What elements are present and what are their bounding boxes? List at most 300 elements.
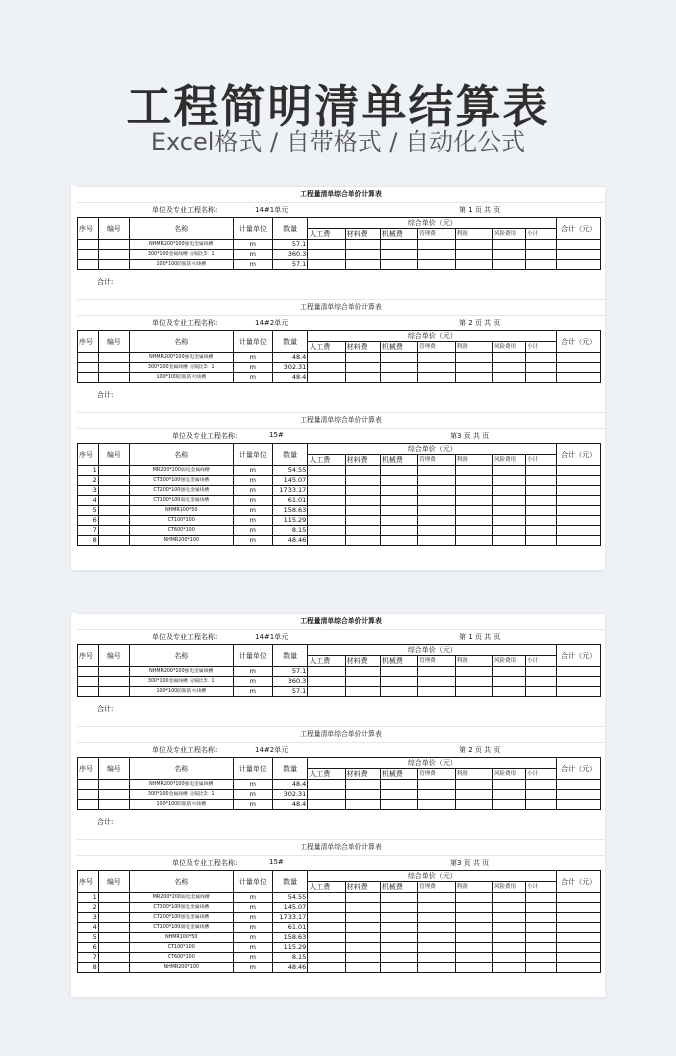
col-profit: 利润 xyxy=(455,342,492,353)
cell-qty: 1733.17 xyxy=(273,913,308,923)
header-row xyxy=(78,218,601,229)
cell-empty xyxy=(492,893,525,903)
cell-empty xyxy=(526,353,557,363)
table-title: 工程量清单综合单价计算表 xyxy=(77,186,605,203)
cell-empty xyxy=(418,506,455,516)
col-name: 名称 xyxy=(129,331,233,353)
col-unit: 计量单位 xyxy=(233,758,272,780)
table-info-row xyxy=(77,316,605,330)
cell-empty xyxy=(526,687,557,697)
cost-table xyxy=(77,757,601,810)
cell-seq xyxy=(78,363,99,373)
cell-empty xyxy=(557,963,601,973)
total-label: 合计: xyxy=(97,818,114,826)
table-row xyxy=(78,496,601,506)
cell-seq xyxy=(78,373,99,383)
cell-code xyxy=(98,373,129,383)
total-row xyxy=(77,810,605,836)
cell-code xyxy=(98,780,129,790)
table-row xyxy=(78,780,601,790)
col-labor: 人工费 xyxy=(308,769,345,780)
col-subtotal: 小计 xyxy=(526,229,557,240)
col-mgmt: 管理费 xyxy=(418,769,455,780)
col-labor: 人工费 xyxy=(308,656,345,667)
cell-empty xyxy=(418,687,455,697)
col-code: 编号 xyxy=(98,218,129,240)
col-labor: 人工费 xyxy=(308,342,345,353)
cell-empty xyxy=(492,240,525,250)
cost-table xyxy=(77,217,601,270)
cell-empty xyxy=(418,353,455,363)
cell-empty xyxy=(418,790,455,800)
cell-seq xyxy=(78,800,99,810)
col-qty: 数量 xyxy=(273,331,308,353)
cell-empty xyxy=(380,486,417,496)
cell-empty xyxy=(492,913,525,923)
cell-empty xyxy=(557,240,601,250)
cell-empty xyxy=(418,903,455,913)
col-machine: 机械费 xyxy=(380,229,417,240)
cell-empty xyxy=(492,800,525,810)
cell-empty xyxy=(380,943,417,953)
cell-code xyxy=(98,687,129,697)
cell-empty xyxy=(492,373,525,383)
cell-empty xyxy=(380,933,417,943)
col-code: 编号 xyxy=(98,871,129,893)
cell-seq: 5 xyxy=(78,933,99,943)
cell-empty xyxy=(380,526,417,536)
cell-code xyxy=(98,240,129,250)
col-profit: 利润 xyxy=(455,455,492,466)
cell-empty xyxy=(380,506,417,516)
cell-unit: m xyxy=(233,790,272,800)
cell-qty: 57.1 xyxy=(273,687,308,697)
cell-seq: 3 xyxy=(78,486,99,496)
cell-code xyxy=(98,943,129,953)
cell-empty xyxy=(526,373,557,383)
cell-empty xyxy=(308,800,345,810)
cell-name: CT100*100弱电金属线槽 xyxy=(129,496,233,506)
unit-value: 14#1单元 xyxy=(255,206,289,214)
cell-empty xyxy=(526,486,557,496)
col-unit: 计量单位 xyxy=(233,218,272,240)
cell-empty xyxy=(418,800,455,810)
cell-empty xyxy=(492,486,525,496)
col-total: 合计（元） xyxy=(557,444,601,466)
spreadsheet-preview xyxy=(71,613,605,997)
cell-empty xyxy=(455,476,492,486)
table-info-row xyxy=(77,429,605,443)
cell-unit: m xyxy=(233,260,272,270)
cell-qty: 145.07 xyxy=(273,903,308,913)
col-machine: 机械费 xyxy=(380,656,417,667)
cell-empty xyxy=(308,353,345,363)
col-mgmt: 管理费 xyxy=(418,882,455,893)
cell-empty xyxy=(418,943,455,953)
cell-qty: 48.4 xyxy=(273,353,308,363)
table-row xyxy=(78,963,601,973)
cell-empty xyxy=(557,536,601,546)
cell-code xyxy=(98,963,129,973)
table-row xyxy=(78,476,601,486)
cell-unit: m xyxy=(233,373,272,383)
cell-seq xyxy=(78,240,99,250)
col-seq: 序号 xyxy=(78,218,99,240)
cell-qty: 48.4 xyxy=(273,780,308,790)
cell-empty xyxy=(455,933,492,943)
cell-empty xyxy=(492,516,525,526)
cell-unit: m xyxy=(233,363,272,373)
table-row xyxy=(78,800,601,810)
cell-empty xyxy=(418,486,455,496)
table-row xyxy=(78,687,601,697)
table-row xyxy=(78,923,601,933)
cell-code xyxy=(98,506,129,516)
cell-empty xyxy=(455,363,492,373)
col-composite-price: 综合单价（元） xyxy=(308,444,557,455)
cell-name: 100*100防胀防火线槽 xyxy=(129,373,233,383)
cell-code xyxy=(98,250,129,260)
cell-empty xyxy=(308,506,345,516)
cell-empty xyxy=(345,667,380,677)
cell-seq: 7 xyxy=(78,953,99,963)
cell-empty xyxy=(308,466,345,476)
cell-empty xyxy=(557,903,601,913)
cell-name: CT300*100强电金属线槽 xyxy=(129,903,233,913)
cell-empty xyxy=(455,373,492,383)
page-label: 第 2 页 共 页 xyxy=(459,746,501,754)
table-row xyxy=(78,943,601,953)
cell-empty xyxy=(492,953,525,963)
cell-unit: m xyxy=(233,526,272,536)
cell-seq: 2 xyxy=(78,903,99,913)
col-subtotal: 小计 xyxy=(526,882,557,893)
col-total: 合计（元） xyxy=(557,645,601,667)
cell-empty xyxy=(345,687,380,697)
cell-empty xyxy=(557,476,601,486)
cell-seq: 6 xyxy=(78,943,99,953)
cell-empty xyxy=(455,526,492,536)
col-composite-price: 综合单价（元） xyxy=(308,331,557,342)
cell-empty xyxy=(345,943,380,953)
cell-empty xyxy=(526,526,557,536)
cell-empty xyxy=(308,486,345,496)
cell-name: 300*100金属线槽 分隔比3：1 xyxy=(129,677,233,687)
cell-seq xyxy=(78,667,99,677)
cell-empty xyxy=(345,953,380,963)
col-code: 编号 xyxy=(98,444,129,466)
col-seq: 序号 xyxy=(78,758,99,780)
cell-empty xyxy=(308,363,345,373)
unit-value: 15# xyxy=(269,431,284,439)
unit-label: 单位及专业工程名称: xyxy=(152,746,218,754)
cell-empty xyxy=(526,667,557,677)
cell-empty xyxy=(526,953,557,963)
total-row xyxy=(77,270,605,296)
table-row xyxy=(78,933,601,943)
cell-empty xyxy=(308,780,345,790)
cell-code xyxy=(98,667,129,677)
cell-empty xyxy=(418,923,455,933)
cell-empty xyxy=(557,506,601,516)
cell-empty xyxy=(526,536,557,546)
cell-empty xyxy=(455,466,492,476)
cell-unit: m xyxy=(233,506,272,516)
cell-empty xyxy=(492,677,525,687)
cell-seq xyxy=(78,250,99,260)
cell-empty xyxy=(557,516,601,526)
table-row xyxy=(78,373,601,383)
cell-empty xyxy=(380,667,417,677)
col-subtotal: 小计 xyxy=(526,455,557,466)
cell-seq: 2 xyxy=(78,476,99,486)
table-row xyxy=(78,250,601,260)
cell-empty xyxy=(455,496,492,506)
cell-seq xyxy=(78,687,99,697)
cell-name: NHMR200*100强电金属线槽 xyxy=(129,667,233,677)
cell-empty xyxy=(526,260,557,270)
cell-qty: 48.46 xyxy=(273,963,308,973)
page-label: 第 1 页 共 页 xyxy=(459,633,501,641)
cell-empty xyxy=(308,667,345,677)
total-label: 合计: xyxy=(97,705,114,713)
cell-empty xyxy=(345,780,380,790)
cell-empty xyxy=(380,496,417,506)
cell-empty xyxy=(492,667,525,677)
cell-empty xyxy=(380,260,417,270)
cell-qty: 115.29 xyxy=(273,516,308,526)
cell-empty xyxy=(308,963,345,973)
cell-empty xyxy=(380,516,417,526)
cell-empty xyxy=(526,943,557,953)
cell-empty xyxy=(418,250,455,260)
col-seq: 序号 xyxy=(78,871,99,893)
cell-empty xyxy=(492,260,525,270)
cell-empty xyxy=(455,943,492,953)
cell-empty xyxy=(380,677,417,687)
cell-qty: 54.55 xyxy=(273,893,308,903)
table-title: 工程量清单综合单价计算表 xyxy=(77,839,605,856)
total-label: 合计: xyxy=(97,278,114,286)
cell-name: CT200*100强电金属线槽 xyxy=(129,913,233,923)
cell-code xyxy=(98,260,129,270)
col-unit: 计量单位 xyxy=(233,645,272,667)
cell-empty xyxy=(455,923,492,933)
cell-empty xyxy=(455,260,492,270)
cell-qty: 158.63 xyxy=(273,506,308,516)
cell-name: NHMR200*100强电金属线槽 xyxy=(129,353,233,363)
cell-unit: m xyxy=(233,677,272,687)
cell-code xyxy=(98,913,129,923)
cell-qty: 48.46 xyxy=(273,536,308,546)
cell-name: NHMR100*50 xyxy=(129,933,233,943)
cell-unit: m xyxy=(233,687,272,697)
cell-empty xyxy=(308,260,345,270)
cell-empty xyxy=(418,780,455,790)
cell-empty xyxy=(380,953,417,963)
cell-seq xyxy=(78,677,99,687)
table-row xyxy=(78,913,601,923)
cell-empty xyxy=(526,903,557,913)
unit-value: 15# xyxy=(269,858,284,866)
cell-empty xyxy=(557,943,601,953)
cell-empty xyxy=(526,800,557,810)
col-name: 名称 xyxy=(129,758,233,780)
cell-name: CT100*100弱电金属线槽 xyxy=(129,923,233,933)
cell-empty xyxy=(380,250,417,260)
cell-empty xyxy=(455,800,492,810)
cell-empty xyxy=(308,933,345,943)
cell-empty xyxy=(380,363,417,373)
col-material: 材料费 xyxy=(345,342,380,353)
col-material: 材料费 xyxy=(345,229,380,240)
cell-empty xyxy=(380,687,417,697)
cell-unit: m xyxy=(233,903,272,913)
table-row xyxy=(78,260,601,270)
cell-empty xyxy=(345,250,380,260)
cell-empty xyxy=(455,687,492,697)
cell-empty xyxy=(492,943,525,953)
cell-empty xyxy=(455,353,492,363)
cell-empty xyxy=(557,250,601,260)
unit-value: 14#2单元 xyxy=(255,319,289,327)
cell-qty: 57.1 xyxy=(273,667,308,677)
table-row xyxy=(78,667,601,677)
cell-unit: m xyxy=(233,536,272,546)
cell-empty xyxy=(418,516,455,526)
cell-code xyxy=(98,923,129,933)
table-title: 工程量清单综合单价计算表 xyxy=(77,613,605,630)
cell-seq xyxy=(78,260,99,270)
cell-empty xyxy=(557,933,601,943)
col-qty: 数量 xyxy=(273,871,308,893)
col-name: 名称 xyxy=(129,444,233,466)
cell-empty xyxy=(418,913,455,923)
col-code: 编号 xyxy=(98,645,129,667)
cell-empty xyxy=(557,486,601,496)
col-profit: 利润 xyxy=(455,229,492,240)
cell-empty xyxy=(308,496,345,506)
cell-empty xyxy=(557,893,601,903)
cell-unit: m xyxy=(233,800,272,810)
cell-unit: m xyxy=(233,913,272,923)
cell-empty xyxy=(557,373,601,383)
cell-empty xyxy=(526,496,557,506)
cell-code xyxy=(98,893,129,903)
unit-value: 14#1单元 xyxy=(255,633,289,641)
spreadsheet-preview xyxy=(71,186,605,570)
cell-empty xyxy=(418,240,455,250)
cell-code xyxy=(98,466,129,476)
col-subtotal: 小计 xyxy=(526,769,557,780)
cell-empty xyxy=(557,260,601,270)
cell-empty xyxy=(557,526,601,536)
col-machine: 机械费 xyxy=(380,769,417,780)
cell-empty xyxy=(557,667,601,677)
cell-empty xyxy=(308,536,345,546)
cell-empty xyxy=(526,506,557,516)
cell-empty xyxy=(380,476,417,486)
cell-empty xyxy=(345,496,380,506)
cell-empty xyxy=(345,536,380,546)
cell-empty xyxy=(418,466,455,476)
cell-empty xyxy=(455,903,492,913)
cell-code xyxy=(98,526,129,536)
page-subtitle: Excel格式 / 自带格式 / 自动化公式 xyxy=(150,128,526,156)
cell-code xyxy=(98,903,129,913)
cell-code xyxy=(98,486,129,496)
col-material: 材料费 xyxy=(345,656,380,667)
table-info-row xyxy=(77,630,605,644)
cell-seq xyxy=(78,790,99,800)
cell-empty xyxy=(380,923,417,933)
table-row xyxy=(78,790,601,800)
total-label: 合计: xyxy=(97,391,114,399)
cell-empty xyxy=(308,516,345,526)
col-material: 材料费 xyxy=(345,882,380,893)
col-seq: 序号 xyxy=(78,444,99,466)
header-row xyxy=(78,871,601,882)
cell-empty xyxy=(418,260,455,270)
cell-seq: 3 xyxy=(78,913,99,923)
cell-empty xyxy=(308,943,345,953)
cell-unit: m xyxy=(233,780,272,790)
cell-empty xyxy=(418,373,455,383)
cell-qty: 54.55 xyxy=(273,466,308,476)
col-profit: 利润 xyxy=(455,769,492,780)
col-total: 合计（元） xyxy=(557,758,601,780)
cell-empty xyxy=(455,486,492,496)
page-label: 第 1 页 共 页 xyxy=(459,206,501,214)
cell-name: NHMR200*100强电金属线槽 xyxy=(129,780,233,790)
cell-empty xyxy=(345,516,380,526)
cell-empty xyxy=(345,903,380,913)
cell-qty: 360.3 xyxy=(273,250,308,260)
table-row xyxy=(78,353,601,363)
cell-name: NHMR200*100 xyxy=(129,963,233,973)
table-row xyxy=(78,506,601,516)
cell-empty xyxy=(557,363,601,373)
cell-unit: m xyxy=(233,466,272,476)
cell-code xyxy=(98,790,129,800)
table-row xyxy=(78,536,601,546)
cell-unit: m xyxy=(233,923,272,933)
cell-empty xyxy=(492,903,525,913)
cell-qty: 57.1 xyxy=(273,240,308,250)
cell-unit: m xyxy=(233,943,272,953)
cell-empty xyxy=(308,923,345,933)
cell-empty xyxy=(308,913,345,923)
cell-empty xyxy=(308,476,345,486)
cell-empty xyxy=(418,953,455,963)
cell-empty xyxy=(308,790,345,800)
cell-empty xyxy=(380,903,417,913)
cell-empty xyxy=(455,250,492,260)
cell-qty: 145.07 xyxy=(273,476,308,486)
cell-name: 100*100防胀防火线槽 xyxy=(129,687,233,697)
col-qty: 数量 xyxy=(273,758,308,780)
cell-empty xyxy=(345,353,380,363)
cell-empty xyxy=(380,466,417,476)
header-row xyxy=(78,645,601,656)
cell-empty xyxy=(345,790,380,800)
col-mgmt: 管理费 xyxy=(418,342,455,353)
cell-empty xyxy=(380,963,417,973)
cell-empty xyxy=(308,903,345,913)
cell-empty xyxy=(557,923,601,933)
cell-name: 300*100金属线槽 分隔比3：1 xyxy=(129,250,233,260)
cell-empty xyxy=(380,893,417,903)
